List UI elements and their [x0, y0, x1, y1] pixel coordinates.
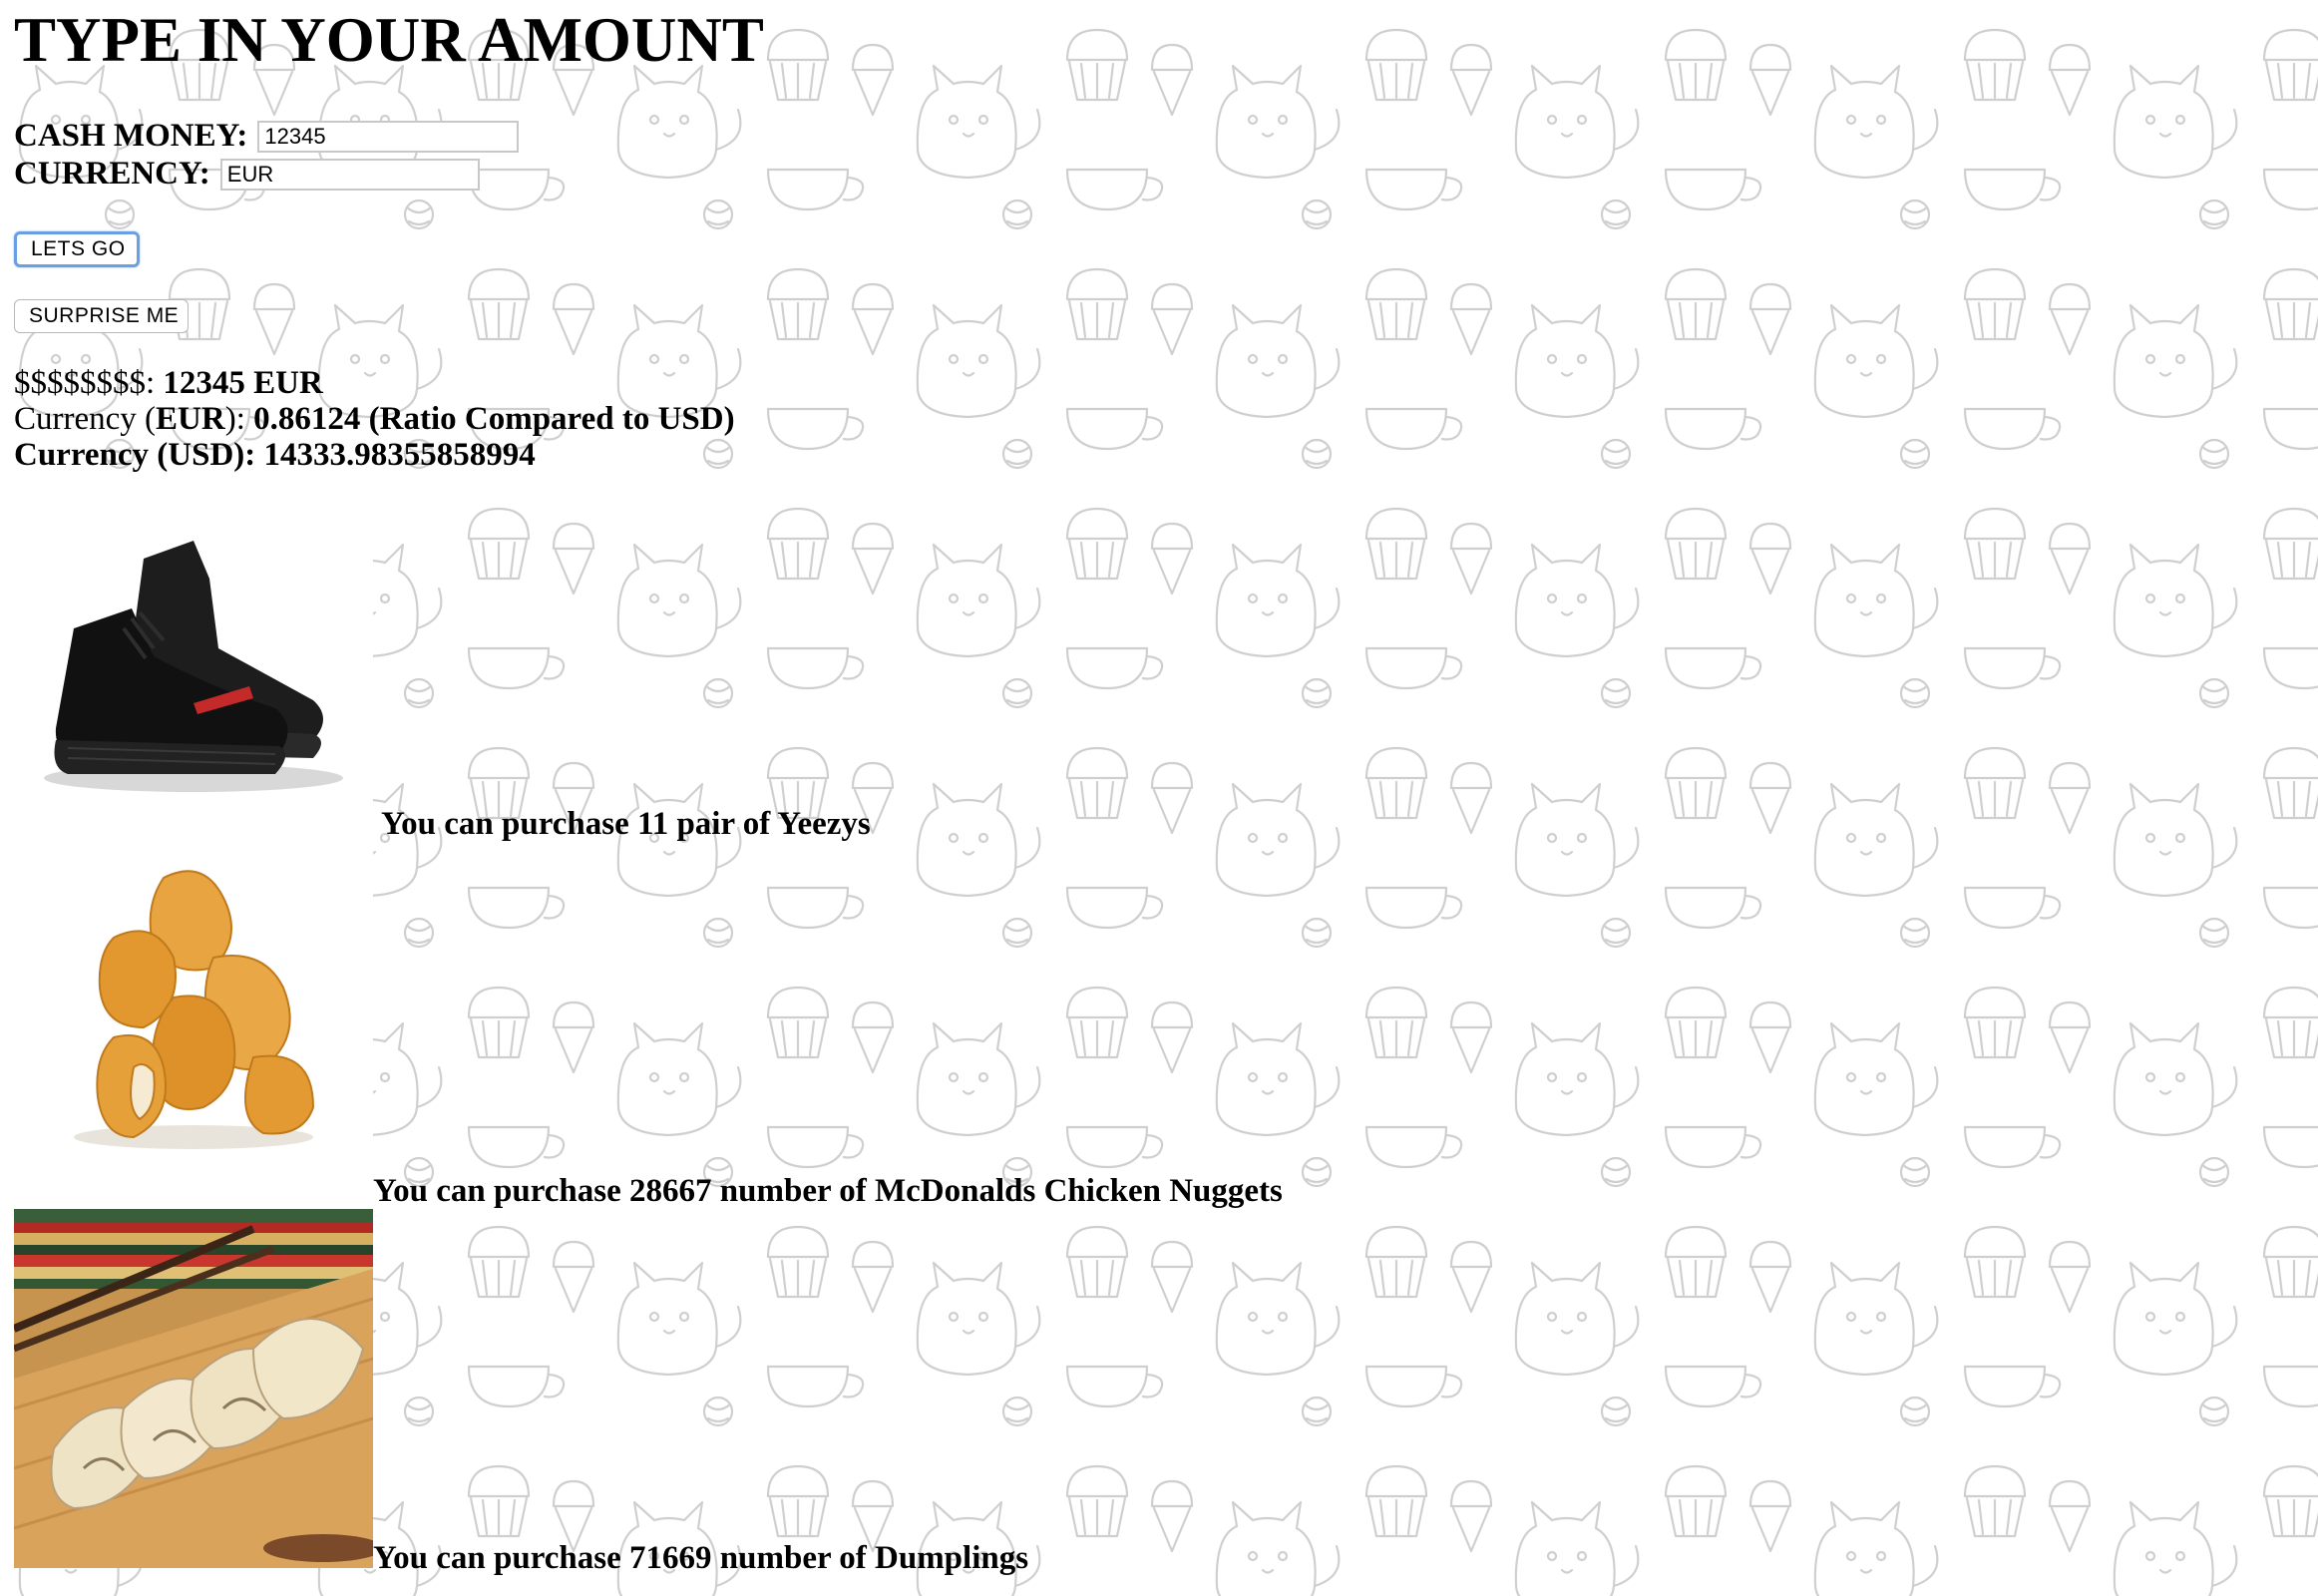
surprise-me-button[interactable]: SURPRISE ME	[14, 299, 189, 333]
usd-line	[14, 437, 536, 473]
product-image-nuggets	[14, 838, 373, 1197]
sneaker-icon	[14, 479, 373, 838]
product-image-dumplings	[14, 1209, 373, 1568]
ratio-suffix: ):	[224, 401, 245, 437]
product-result-nuggets: You can purchase 28667 number of McDonalds Chicken Nuggets	[373, 1173, 1283, 1209]
currency-label: CURRENCY:	[14, 156, 210, 192]
page-title: TYPE IN YOUR AMOUNT	[14, 5, 764, 75]
cash-money-input[interactable]	[257, 121, 519, 153]
ratio-line	[14, 401, 735, 437]
chicken-nuggets-icon	[14, 838, 373, 1197]
dumplings-icon	[14, 1209, 373, 1568]
amount-label: $$$$$$$$:	[14, 365, 156, 401]
product-result-yeezys: You can purchase 11 pair of Yeezys	[381, 806, 871, 842]
cash-money-label: CASH MONEY:	[14, 118, 248, 154]
product-result-dumplings: You can purchase 71669 number of Dumplings	[373, 1540, 1029, 1576]
ratio-currency: EUR	[156, 401, 225, 437]
currency-row	[14, 156, 480, 193]
currency-input[interactable]	[220, 159, 480, 191]
ratio-value: 0.86124 (Ratio Compared to USD)	[253, 401, 735, 437]
cash-money-row	[14, 118, 519, 155]
lets-go-button[interactable]: LETS GO	[14, 231, 140, 267]
ratio-prefix: Currency (	[14, 401, 157, 437]
product-image-yeezys	[14, 479, 373, 838]
amount-value: 12345 EUR	[163, 365, 323, 401]
amount-line	[14, 365, 323, 401]
usd-value: Currency (USD): 14333.98355858994	[14, 437, 536, 473]
